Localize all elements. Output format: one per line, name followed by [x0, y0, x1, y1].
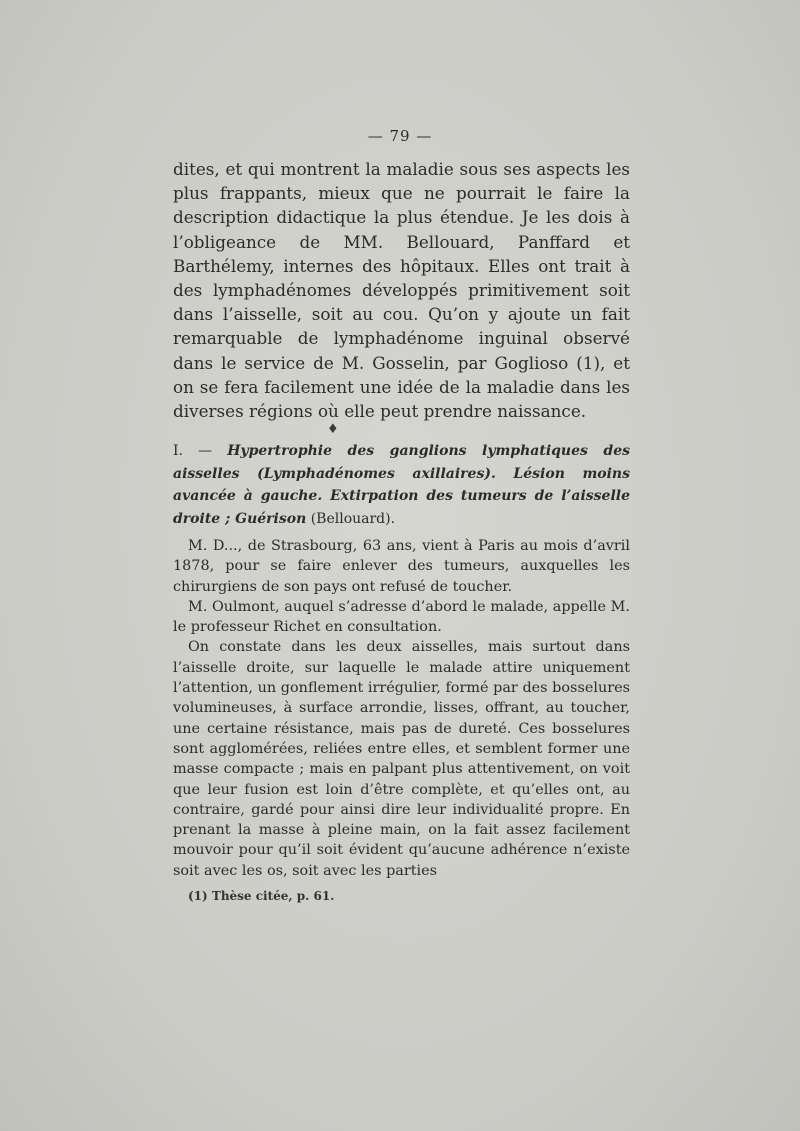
case-title: Hypertrophie des ganglions lymphatiques des aisselles (Lymphadénomes axillaires). Lésion moins avancée à gauche. Extirpation des tumeurs de l’aisselle droite ; Guérison — [173, 443, 630, 527]
case-heading — [173, 440, 630, 530]
case-paragraph: M. D..., de Strasbourg, 63 ans, vient à Paris au mois d’avril 1878, pour se faire enlever des tumeurs, auxquelles les chirurgiens de son pays ont refusé de toucher. — [173, 538, 630, 595]
case-number: I. — — [173, 443, 213, 459]
case-paragraph: M. Oulmont, auquel s’adresse d’abord le malade, appelle M. le professeur Richet en consultation. — [173, 598, 630, 636]
case-paragraph: On constate dans les deux aisselles, mais surtout dans l’aisselle droite, sur laquelle le malade attire uniquement l’attention, un gonflement irrégulier, formé par des bosselures volumineuses, à surface arrondie, lisses, offrant, au toucher, une certaine résistance, mais pas de dureté. Ces bosselures sont agglomérées, reliées entre elles, et semblent former une masse compacte ; mais en palpant plus attentivement, on voit que leur fusion est loin d’être complète, et qu’elles ont, au contraire, gardé pour ainsi dire leur individualité propre. En prenant la masse à pleine main, on la fait assez facilement mouvoir pour qu’il soit évident qu’aucune adhérence n’existe soit avec les os, soit avec les parties — [173, 639, 630, 879]
footnote: (1) Thèse citée, p. 61. — [188, 889, 335, 903]
case-author: (Bellouard). — [310, 510, 396, 527]
page-number: — 79 — — [367, 127, 433, 145]
case-body — [173, 536, 630, 881]
separator-mark: ♦ — [327, 422, 339, 437]
main-paragraph: dites, et qui montrent la maladie sous ses aspects les plus frappants, mieux que ne pourrait le faire la description didactique la plus étendue. Je les dois à l’obligeance de MM. Bellouard, Panffard et Barthélemy, internes des hôpitaux. Elles ont trait à des lymphadénomes développés primitivement soit dans l’aisselle, soit au cou. Qu’on y ajoute un fait remarquable de lymphadénome inguinal observé dans le service de M. Gosselin, par Goglioso (1), et on se fera facilement une idée de la maladie dans les diverses régions où elle peut prendre naissance. — [173, 159, 630, 422]
